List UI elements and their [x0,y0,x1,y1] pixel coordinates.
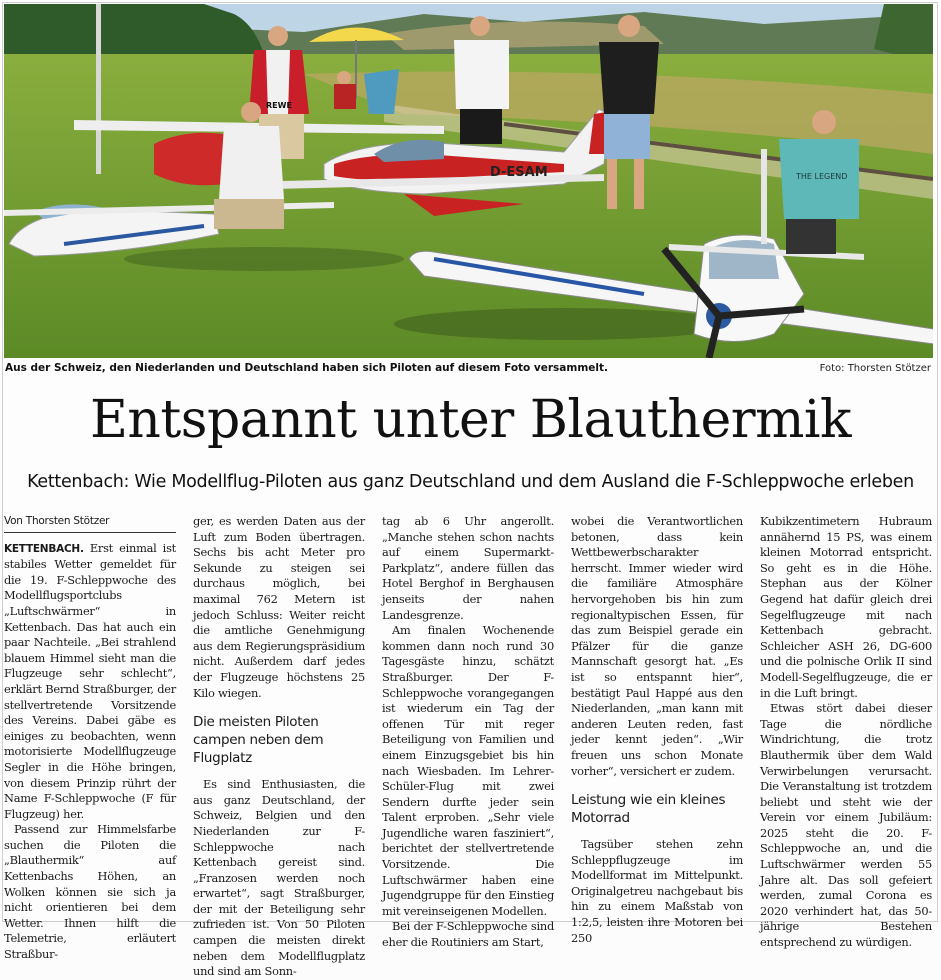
paragraph: Tagsüber stehen zehn Schleppflugzeuge im Modellformat im Mittelpunkt. Originalgetreu nachgebaut bis hin zu einem Maßstab von 1:2,5, leisten ihre Motoren bei 250 [571,837,743,945]
article-headline: Entspannt unter Blauthermik [89,390,852,450]
paragraph: Bei der F-Schleppwoche sind eher die Routiniers am Start, [382,919,554,950]
subhead-motorrad: Leistung wie ein kleines Motorrad [571,792,726,827]
article-column-5 [760,514,932,951]
paragraph-text: Erst einmal ist stabiles Wetter gemeldet für die 19. F-Schleppwoche des Modellflugsportclubs „Luftschwärmer“ in Kettenbach. Das hat auch ein paar Nachteile. „Bei strahlend blauem Himmel sieht man die Flugzeuge sehr schlecht“, erklärt Bernd Straßburger, der stellvertretende Vorsitzende des Vereins. Dabei gäbe es einiges zu beobachten, wenn motorisierte Modellflugzeuge Segler in die Höhe bringen, von diesem Prinzip rührt der Name F-Schleppwoche (F für Flugzeug) her. [4,540,177,821]
paragraph: Am finalen Wochenende kommen dann noch rund 30 Tagesgäste hinzu, schätzt Straßburger. Der F-Schleppwoche vorangegangen ist wiederum ein Tag der offenen Tür mit reger Beteiligung von Familien und einem Einzugsgebiet bis hin nach Wiesbaden. Im Lehrer-Schüler-Flug mit zwei Sendern durfte jeder sein Talent erproben. „Sehr viele Jugendliche waren fasziniert“, berichtet der stellvertretende Vorsitzende. Die Luftschwärmer haben eine Jugendgruppe für den Einstieg mit vereinseigenen Modellen. [382,623,554,918]
paragraph: Es sind Enthusiasten, die aus ganz Deutschland, der Schweiz, Belgien und den Niederlanden zur F-Schleppwoche nach Kettenbach gereist sind. „Franzosen werden noch erwartet“, sagt Straßburger, der mit der Beteiligung sehr zufrieden ist. Von 50 Piloten campen die meisten direkt neben dem Modellflugplatz und sind am Sonn- [193,777,365,979]
shirt-text-legend: THE LEGEND [796,172,848,181]
pilots-with-model-planes-photo [4,4,933,358]
article-subheadline: Kettenbach: Wie Modellflug-Piloten aus ganz Deutschland und dem Ausland die F-Schleppwoche erleben [27,472,914,492]
shirt-text-rewe: REWE [266,101,292,110]
article-photo [4,4,933,358]
photo-caption: Aus der Schweiz, den Niederlanden und Deutschland haben sich Piloten auf diesem Foto versammelt. [5,362,609,374]
byline: Von Thorsten Stötzer [4,514,176,533]
article-column-2 [193,514,365,980]
subhead-camping: Die meisten Piloten campen neben dem Flugplatz [193,714,324,767]
paragraph [4,541,176,823]
dateline: KETTENBACH. [4,542,84,555]
article-column-3 [382,514,554,951]
paragraph: Kubikzentimetern Hubraum annähernd 15 PS, was einem kleinen Motorrad entspricht. So geht es in die Höhe. Stephan aus der Kölner Gegend hat dafür gleich drei Segelflugzeuge mit nach Kettenbach gebracht. Schleicher ASH 26, DG-600 und die polnische Orlik II sind Modell-Segelflugzeuge, die er in die Luft bringt. [760,514,932,700]
photo-credit: Foto: Thorsten Stötzer [819,363,931,374]
article-column-4 [571,514,743,946]
paragraph: ger, es werden Daten aus der Luft zum Boden übertragen. Sechs bis acht Meter pro Sekunde zu steigen sei durchaus möglich, bei maximal 762 Metern ist jedoch Schluss: Weiter reicht die amtliche Genehmigung aus dem Regierungspräsidium nicht. Außerdem darf jedes der Flugzeuge höchstens 25 Kilo wiegen. [193,514,365,700]
paragraph: tag ab 6 Uhr angerollt. „Manche stehen schon nachts auf einem Supermarkt-Parkplatz“, andere füllen das Hotel Berghof in Berghausen jenseits der nahen Landesgrenze. [382,514,554,622]
article-column-1 [4,514,176,963]
paragraph: Etwas stört dabei dieser Tage die nördliche Windrichtung, die trotz Blauthermik über dem Wald Verwirbelungen verursacht. Die Veranstaltung ist trotzdem beliebt und steht wie der Verein vor einem Jubiläum: 2025 steht die 20. F-Schleppwoche an, und die Luftschwärmer werden 55 Jahre alt. Das soll gefeiert werden, zumal Corona es 2020 verhindert hat, das 50-jährige Bestehen entsprechend zu würdigen. [760,701,932,950]
plane-registration-label: D-ESAM [490,165,548,180]
paragraph: Passend zur Himmelsfarbe suchen die Piloten die „Blauthermik“ auf Kettenbachs Höhen, an Wolken können sie sich ja nicht orientieren bei dem Wetter. Ihnen hilft die Telemetrie, erläutert Straßbur- [4,822,176,962]
paragraph: wobei die Verantwortlichen betonen, dass kein Wettbewerbscharakter herrscht. Immer wieder wird die familiäre Atmosphäre hervorgehoben bis hin zum regionaltypischen Essen, für das zum Beispiel gerade ein Pfälzer für die ganze Mannschaft gesorgt hat. „Es ist so entspannt hier“, bestätigt Paul Happé aus den Niederlanden, „man kann mit anderen Leuten reden, fast jeder kennt jeden“. „Wir freuen uns schon Monate vorher“, versichert er zudem. [571,514,743,778]
